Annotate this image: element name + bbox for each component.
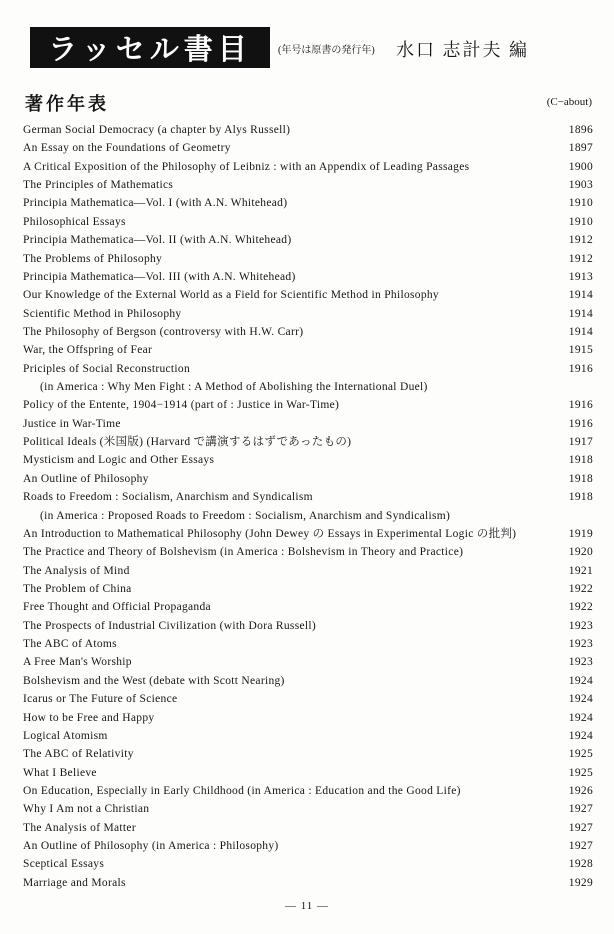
entry-row [23, 635, 593, 653]
entry-year: 1928 [568, 858, 593, 871]
entry-title: Policy of the Entente, 1904−1914 (part of : Justice in War-Time) [23, 399, 340, 412]
entry-title: Icarus or The Future of Science [23, 693, 178, 706]
entry-year: 1919 [568, 527, 593, 540]
document-title: ラッセル書目 [30, 27, 270, 68]
entry-title: Our Knowledge of the External World as a Field for Scientific Method in Philosophy [23, 289, 439, 302]
entry-row [23, 562, 593, 580]
entry-title: On Education, Especially in Early Childhood (in America : Education and the Good Life) [23, 784, 461, 797]
entry-year: 1927 [568, 840, 593, 853]
entry-title: Principia Mathematica—Vol. I (with A.N. Whitehead) [23, 197, 288, 210]
entry-title: Free Thought and Official Propaganda [23, 601, 211, 614]
entry-year: 1927 [568, 821, 593, 834]
entry-year: 1910 [568, 215, 593, 228]
entry-year: 1910 [568, 197, 593, 210]
entry-year: 1920 [568, 546, 593, 559]
entry-row [23, 121, 593, 139]
entry-title: The Analysis of Mind [23, 564, 130, 577]
entry-row [23, 470, 593, 488]
entry-title: Sceptical Essays [23, 858, 105, 871]
entry-title: How to be Free and Happy [23, 711, 155, 724]
entry-year: 1925 [568, 766, 593, 779]
entry-title: Mysticism and Logic and Other Essays [23, 454, 215, 467]
entry-row [23, 782, 593, 800]
entry-title: War, the Offspring of Fear [23, 344, 153, 357]
entry-row [23, 819, 593, 837]
entry-title: Marriage and Morals [23, 876, 126, 889]
entry-title: Why I Am not a Christian [23, 803, 150, 816]
entry-year: 1918 [568, 491, 593, 504]
entry-year: 1917 [568, 436, 593, 449]
entry-row [23, 268, 593, 286]
entry-row [23, 580, 593, 598]
entry-year: 1912 [568, 252, 593, 265]
entry-title: Logical Atomism [23, 729, 108, 742]
section-scope: (C−about) [546, 96, 592, 108]
entry-year: 1897 [568, 142, 593, 155]
entry-row [23, 305, 593, 323]
entry-title: A Critical Exposition of the Philosophy of Leibniz : with an Appendix of Leading Passages [23, 160, 470, 173]
entry-row [23, 672, 593, 690]
entry-year: 1912 [568, 234, 593, 247]
entry-year: 1900 [568, 160, 593, 173]
editor-credit: 水口 志計夫 編 [396, 40, 529, 60]
entry-year: 1923 [568, 656, 593, 669]
entry-row [23, 158, 593, 176]
entry-year: 1924 [568, 711, 593, 724]
entry-row [23, 617, 593, 635]
entry-year: 1916 [568, 399, 593, 412]
entry-row [23, 800, 593, 818]
entry-year: 1927 [568, 803, 593, 816]
entry-alt-title: (in America : Proposed Roads to Freedom : Socialism, Anarchism and Syndicalism) [40, 509, 451, 522]
entry-year-blank [551, 507, 593, 525]
entry-title: The Analysis of Matter [23, 821, 136, 834]
entry-title: Political Ideals (米国版) (Harvard で講演するはずであったもの) [23, 436, 352, 449]
entry-title: Scientific Method in Philosophy [23, 307, 182, 320]
entry-year: 1914 [568, 307, 593, 320]
entry-year: 1922 [568, 582, 593, 595]
entry-row [23, 525, 593, 543]
entry-title: The Philosophy of Bergson (controversy with H.W. Carr) [23, 325, 304, 338]
entry-title: The Practice and Theory of Bolshevism (in America : Bolshevism in Theory and Practice) [23, 546, 464, 559]
entry-title: An Outline of Philosophy [23, 472, 149, 485]
section-heading: 著作年表 [25, 94, 109, 115]
entry-row [23, 139, 593, 157]
entry-row [23, 341, 593, 359]
entry-title: The Principles of Mathematics [23, 179, 174, 192]
entry-title: An Outline of Philosophy (in America : Philosophy) [23, 840, 279, 853]
entry-row [23, 360, 593, 378]
entry-title: Principia Mathematica—Vol. II (with A.N. Whitehead) [23, 234, 292, 247]
entry-title: The Prospects of Industrial Civilization (with Dora Russell) [23, 619, 316, 632]
entry-year: 1903 [568, 179, 593, 192]
entry-year: 1914 [568, 325, 593, 338]
entry-row [23, 231, 593, 249]
entry-year: 1923 [568, 638, 593, 651]
entry-row [23, 837, 593, 855]
entry-title: Bolshevism and the West (debate with Scott Nearing) [23, 674, 285, 687]
entry-year: 1924 [568, 693, 593, 706]
entry-year: 1915 [568, 344, 593, 357]
entry-row [23, 250, 593, 268]
entry-row [23, 598, 593, 616]
entry-title: An Introduction to Mathematical Philosophy (John Dewey の Essays in Experimental Logic の批判) [23, 527, 517, 540]
entry-title: Roads to Freedom : Socialism, Anarchism and Syndicalism [23, 491, 313, 504]
entry-title: The Problems of Philosophy [23, 252, 163, 265]
entry-alt-title-row [23, 507, 593, 525]
entry-year: 1924 [568, 674, 593, 687]
entry-row [23, 451, 593, 469]
entry-year: 1914 [568, 289, 593, 302]
entry-year: 1913 [568, 270, 593, 283]
entry-year: 1918 [568, 454, 593, 467]
entry-title: The ABC of Relativity [23, 748, 134, 761]
bibliography-list [23, 121, 593, 892]
entry-title: The Problem of China [23, 582, 132, 595]
entry-row [23, 433, 593, 451]
entry-title: Priciples of Social Reconstruction [23, 362, 191, 375]
entry-row [23, 194, 593, 212]
entry-title: What I Believe [23, 766, 97, 779]
entry-title: The ABC of Atoms [23, 638, 117, 651]
entry-year: 1929 [568, 876, 593, 889]
entry-year: 1922 [568, 601, 593, 614]
entry-year: 1896 [568, 124, 593, 136]
entry-row [23, 488, 593, 506]
entry-alt-title-row [23, 378, 593, 396]
entry-title: Philosophical Essays [23, 215, 126, 228]
entry-title: German Social Democracy (a chapter by Alys Russell) [23, 124, 291, 136]
entry-title: Principia Mathematica—Vol. III (with A.N. Whitehead) [23, 270, 296, 283]
entry-year: 1921 [568, 564, 593, 577]
entry-row [23, 874, 593, 892]
entry-year-blank [551, 378, 593, 396]
entry-row [23, 690, 593, 708]
entry-year: 1916 [568, 417, 593, 430]
entry-row [23, 727, 593, 745]
page-number: — 11 — [284, 900, 330, 912]
entry-title: An Essay on the Foundations of Geometry [23, 142, 231, 155]
entry-row [23, 213, 593, 231]
entry-row [23, 653, 593, 671]
entry-row [23, 176, 593, 194]
entry-alt-title: (in America : Why Men Fight : A Method of Abolishing the International Duel) [40, 381, 428, 394]
entry-row [23, 543, 593, 561]
entry-year: 1916 [568, 362, 593, 375]
entry-row [23, 764, 593, 782]
entry-row [23, 286, 593, 304]
entry-year: 1918 [568, 472, 593, 485]
entry-row [23, 855, 593, 873]
entry-row [23, 709, 593, 727]
entry-year: 1926 [568, 784, 593, 797]
entry-row [23, 396, 593, 414]
entry-row [23, 323, 593, 341]
entry-row [23, 415, 593, 433]
entry-title: A Free Man's Worship [23, 656, 132, 669]
entry-year: 1925 [568, 748, 593, 761]
entry-year: 1923 [568, 619, 593, 632]
entry-row [23, 745, 593, 763]
entry-year: 1924 [568, 729, 593, 742]
entry-title: Justice in War-Time [23, 417, 121, 430]
year-note: (年号は原書の発行年) [278, 45, 375, 56]
